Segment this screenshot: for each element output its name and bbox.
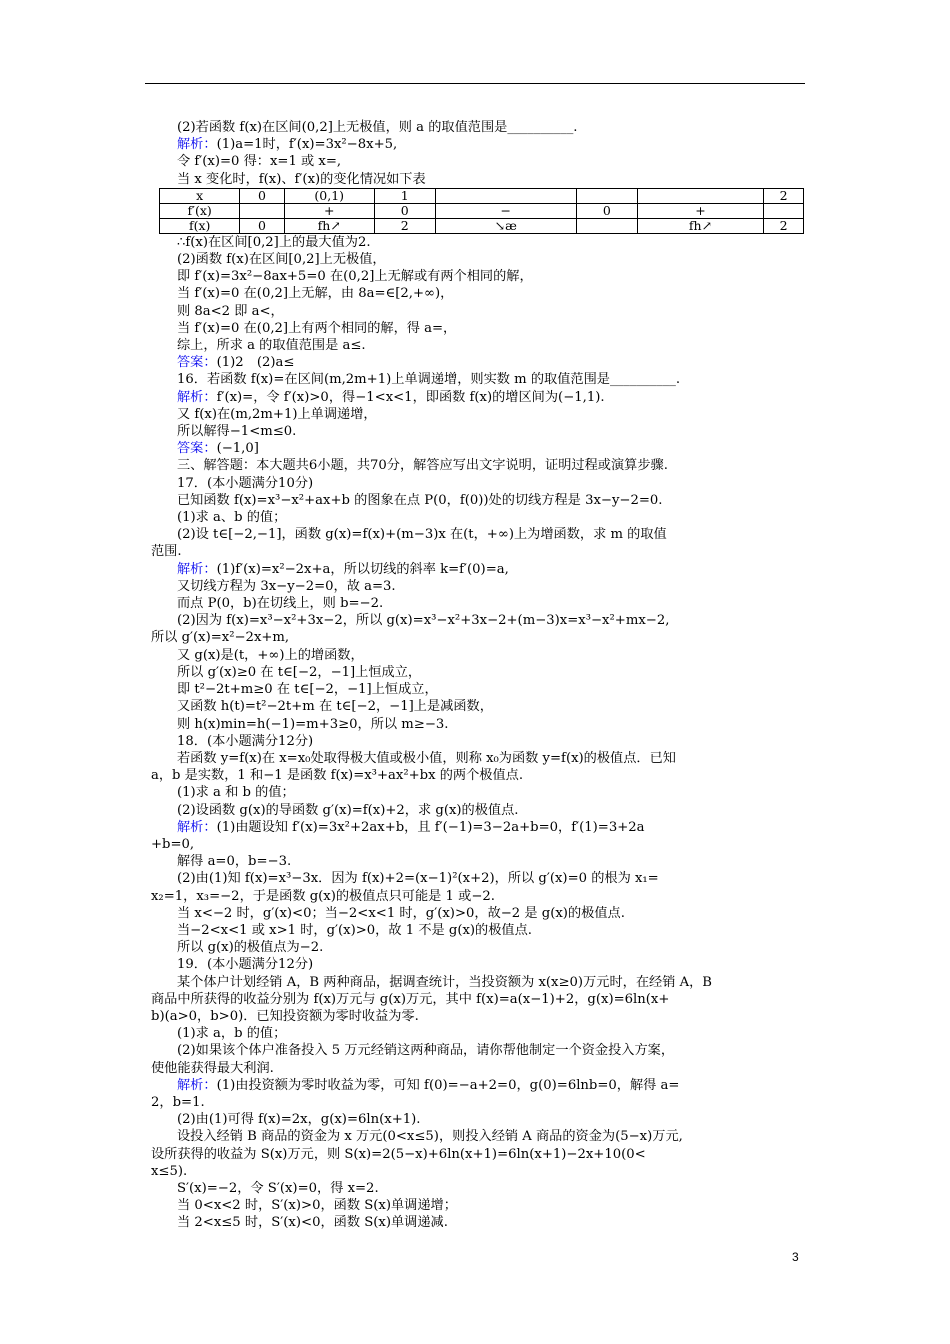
text-line: [151, 767, 806, 784]
line-text: a，b 是实数，1 和−1 是函数 f(x)=x³+ax²+bx 的两个极值点.: [151, 768, 524, 784]
line-text: 所以 g′(x)=x²−2x+m,: [151, 630, 290, 646]
text-line: [151, 853, 806, 870]
line-text: (2)设函数 g(x)的导函数 g′(x)=f(x)+2，求 g(x)的极值点.: [177, 802, 519, 818]
line-text: 即 f′(x)=3x²−8ax+5=0 在(0,2]上无解或有两个相同的解，: [177, 269, 533, 285]
table-cell: 2: [374, 218, 435, 233]
text-line: [151, 492, 806, 509]
table-cell: (0,1): [284, 188, 374, 203]
line-text: 即 t²−2t+m≥0 在 t∈[−2，−1]上恒成立，: [177, 682, 438, 698]
line-text: (1)f′(x)=x²−2x+a，所以切线的斜率 k=f′(0)=a,: [216, 561, 509, 577]
line-text: 而点 P(0，b)在切线上，则 b=−2.: [177, 596, 384, 612]
line-text: (2)若函数 f(x)在区间(0,2]上无极值，则 a 的取值范围是__________.: [177, 120, 578, 135]
line-text: 当 f′(x)=0 在(0,2]上有两个相同的解，得 a=，: [177, 320, 457, 336]
table-cell: +: [284, 203, 374, 218]
text-line: [151, 1094, 806, 1111]
text-line: [151, 629, 806, 646]
line-text: (1)2 (2)a≤: [216, 355, 295, 371]
line-text: (2)由(1)可得 f(x)=2x，g(x)=6ln(x+1).: [177, 1112, 421, 1128]
line-text: +b=0,: [151, 836, 195, 852]
text-line: [151, 991, 806, 1008]
section-label: 解析：: [177, 819, 217, 835]
line-text: x₂=1，x₃=−2，于是函数 g(x)的极值点只可能是 1 或−2.: [151, 888, 495, 904]
text-line: [151, 354, 806, 371]
table-cell: [576, 218, 637, 233]
section-label: 解析：: [177, 389, 217, 405]
text-line: [151, 870, 806, 887]
page-number: 3: [792, 1250, 799, 1264]
table-cell: 0: [240, 188, 284, 203]
table-cell: [576, 188, 637, 203]
table-cell: −: [435, 203, 576, 218]
text-line: [151, 119, 806, 136]
section-label: 解析：: [177, 137, 217, 153]
table-cell: [764, 203, 804, 218]
line-text: 某个体户计划经销 A，B 两种商品，据调查统计，当投资额为 x(x≥0)万元时，在经销 A，B: [177, 974, 712, 990]
line-text: S′(x)=−2，令 S′(x)=0，得 x=2.: [177, 1180, 379, 1196]
section-label: 解析：: [177, 561, 217, 577]
text-line: [151, 905, 806, 922]
text-line: [151, 1146, 806, 1163]
table-row: [160, 218, 804, 233]
text-line: [151, 595, 806, 612]
line-text: (1)求 a、b 的值；: [177, 510, 287, 526]
table-cell: 0: [240, 218, 284, 233]
line-text: 当 0<x<2 时，S′(x)>0，函数 S(x)单调递增；: [177, 1198, 457, 1214]
text-line: [151, 475, 806, 492]
line-text: 又 g(x)是(t，+∞)上的增函数，: [177, 647, 364, 663]
line-text: 已知函数 f(x)=x³−x²+ax+b 的图象在点 P(0，f(0))处的切线方程是 3x−y−2=0.: [177, 492, 663, 508]
text-line: [151, 1111, 806, 1128]
text-line: [151, 268, 806, 285]
text-line: [151, 750, 806, 767]
text-line: [151, 1128, 806, 1145]
line-text: b)(a>0，b>0)．已知投资额为零时收益为零.: [151, 1008, 419, 1024]
text-line: [151, 784, 806, 801]
text-line: [151, 939, 806, 956]
document-body: [151, 119, 806, 1232]
text-line: [151, 974, 806, 991]
text-line: [151, 440, 806, 457]
section-label: 答案：: [177, 441, 217, 457]
text-block-solutions: [151, 234, 806, 1232]
table-cell: [240, 203, 284, 218]
line-text: 使他能获得最大利润.: [151, 1060, 274, 1076]
text-line: [151, 578, 806, 595]
table-row: [160, 188, 804, 203]
table-row: [160, 203, 804, 218]
line-text: (2)设 t∈[−2,−1]，函数 g(x)=f(x)+(m−3)x 在(t，+∞)上为增函数，求 m 的取值: [177, 527, 667, 543]
variation-table: [159, 188, 804, 234]
line-text: 则 h(x)min=h(−1)=m+3≥0，所以 m≥−3.: [177, 716, 449, 732]
table-cell: 0: [374, 203, 435, 218]
text-line: [151, 733, 806, 750]
text-line: [151, 457, 806, 474]
text-line: [151, 1197, 806, 1214]
text-line: [151, 1042, 806, 1059]
line-text: (−1,0]: [216, 441, 259, 457]
line-text: (2)函数 f(x)在区间[0,2]上无极值，: [177, 252, 386, 268]
table-cell: f(x): [160, 218, 240, 233]
text-line: [151, 153, 806, 170]
line-text: 商品中所获得的收益分别为 f(x)万元与 g(x)万元，其中 f(x)=a(x−1)+2，g(x)=6ln(x+: [151, 991, 670, 1007]
text-line: [151, 1214, 806, 1231]
text-line: [151, 561, 806, 578]
line-text: 若函数 y=f(x)在 x=x₀处取得极大值或极小值，则称 x₀为函数 y=f(x)的极值点．已知: [177, 750, 676, 766]
line-text: 所以 g′(x)≥0 在 t∈[−2，−1]上恒成立，: [177, 664, 422, 680]
text-line: [151, 1060, 806, 1077]
table-cell: f′(x): [160, 203, 240, 218]
table-cell: fh↗: [284, 218, 374, 233]
text-line: [151, 681, 806, 698]
line-text: 19．(本小题满分12分): [177, 957, 314, 973]
text-line: [151, 285, 806, 302]
table-cell: 2: [764, 188, 804, 203]
table-cell: fh↗: [637, 218, 764, 233]
text-line: [151, 956, 806, 973]
section-label: 答案：: [177, 355, 217, 371]
text-line: [151, 802, 806, 819]
line-text: 则 8a<2 即 a<，: [177, 303, 284, 319]
line-text: (1)求 a 和 b 的值；: [177, 785, 295, 801]
line-text: (2)如果该个体户准备投入 5 万元经销这两种商品，请你帮他制定一个资金投入方案，: [177, 1043, 675, 1059]
text-line: [151, 664, 806, 681]
line-text: ∴f(x)在区间[0,2]上的最大值为2.: [177, 234, 371, 250]
section-label: 解析：: [177, 1077, 217, 1093]
line-text: 解得 a=0，b=−3.: [177, 854, 292, 870]
text-line: [151, 234, 806, 251]
line-text: (1)求 a，b 的值；: [177, 1026, 287, 1042]
line-text: 所以 g(x)的极值点为−2.: [177, 940, 324, 956]
line-text: 三、解答题：本大题共6小题，共70分，解答应写出文字说明，证明过程或演算步骤.: [177, 458, 668, 474]
text-line: [151, 1077, 806, 1094]
table-cell: ↘æ: [435, 218, 576, 233]
text-line: [151, 1008, 806, 1025]
text-line: [151, 337, 806, 354]
text-line: [151, 526, 806, 543]
line-text: f′(x)=，令 f′(x)>0，得−1<x<1，即函数 f(x)的增区间为(−1,1).: [216, 389, 605, 405]
line-text: 当 2<x≤5 时，S′(x)<0，函数 S(x)单调递减.: [177, 1215, 448, 1231]
line-text: 所以解得−1<m≤0.: [177, 424, 297, 440]
line-text: (2)因为 f(x)=x³−x²+3x−2，所以 g(x)=x³−x²+3x−2+(m−3)x=x³−x²+mx−2,: [177, 613, 670, 629]
text-line: [151, 836, 806, 853]
line-text: 2，b=1.: [151, 1094, 205, 1110]
text-line: [151, 698, 806, 715]
line-text: (1)a=1时，f′(x)=3x²−8x+5,: [216, 137, 398, 153]
line-text: 综上，所求 a 的取值范围是 a≤.: [177, 338, 366, 354]
line-text: 当 x 变化时，f(x)、f′(x)的变化情况如下表: [177, 171, 426, 187]
line-text: x≤5).: [151, 1163, 188, 1179]
text-line: [151, 389, 806, 406]
line-text: (1)由投资额为零时收益为零，可知 f(0)=−a+2=0，g(0)=6lnb=0，解得 a=: [216, 1077, 680, 1093]
table-cell: 1: [374, 188, 435, 203]
text-line: [151, 1180, 806, 1197]
text-line: [151, 303, 806, 320]
text-line: [151, 320, 806, 337]
text-line: [151, 371, 806, 388]
text-line: [151, 136, 806, 153]
line-text: 18．(本小题满分12分): [177, 733, 314, 749]
line-text: (2)由(1)知 f(x)=x³−3x．因为 f(x)+2=(x−1)²(x+2)，所以 g′(x)=0 的根为 x₁=: [177, 871, 659, 887]
text-line: [151, 922, 806, 939]
text-line: [151, 509, 806, 526]
text-line: [151, 1025, 806, 1042]
line-text: 17．(本小题满分10分): [177, 475, 314, 491]
text-line: [151, 251, 806, 268]
table-cell: +: [637, 203, 764, 218]
line-text: 当 x<−2 时，g′(x)<0；当−2<x<1 时，g′(x)>0，故−2 是 g(x)的极值点.: [177, 905, 625, 921]
table-cell: 2: [764, 218, 804, 233]
text-line: [151, 819, 806, 836]
line-text: 当 f′(x)=0 在(0,2]上无解，由 8a=∈[2,+∞)，: [177, 286, 454, 302]
text-line: [151, 647, 806, 664]
table-cell: 0: [576, 203, 637, 218]
line-text: 令 f′(x)=0 得：x=1 或 x=,: [177, 154, 342, 170]
line-text: 又函数 h(t)=t²−2t+m 在 t∈[−2，−1]上是减函数，: [177, 699, 493, 715]
line-text: 16．若函数 f(x)=在区间(m,2m+1)上单调递增，则实数 m 的取值范围是__________.: [177, 372, 681, 388]
text-line: [151, 716, 806, 733]
text-line: [151, 406, 806, 423]
line-text: 当−2<x<1 或 x>1 时，g′(x)>0，故 1 不是 g(x)的极值点.: [177, 922, 532, 938]
line-text: 又 f(x)在(m,2m+1)上单调递增，: [177, 406, 377, 422]
text-block-intro: [151, 119, 806, 188]
table-cell: [637, 188, 764, 203]
text-line: [151, 612, 806, 629]
table-cell: [435, 188, 576, 203]
table-cell: x: [160, 188, 240, 203]
header-rule: [145, 83, 805, 84]
text-line: [151, 1163, 806, 1180]
text-line: [151, 423, 806, 440]
line-text: 设所获得的收益为 S(x)万元，则 S(x)=2(5−x)+6ln(x+1)=6ln(x+1)−2x+10(0<: [151, 1146, 646, 1162]
text-line: [151, 543, 806, 560]
line-text: 设投入经销 B 商品的资金为 x 万元(0<x≤5)，则投入经销 A 商品的资金为(5−x)万元,: [177, 1129, 683, 1145]
text-line: [151, 888, 806, 905]
line-text: 范围.: [151, 544, 182, 560]
line-text: 又切线方程为 3x−y−2=0，故 a=3.: [177, 578, 396, 594]
text-line: [151, 171, 806, 188]
line-text: (1)由题设知 f′(x)=3x²+2ax+b，且 f′(−1)=3−2a+b=0，f′(1)=3+2a: [216, 819, 645, 835]
